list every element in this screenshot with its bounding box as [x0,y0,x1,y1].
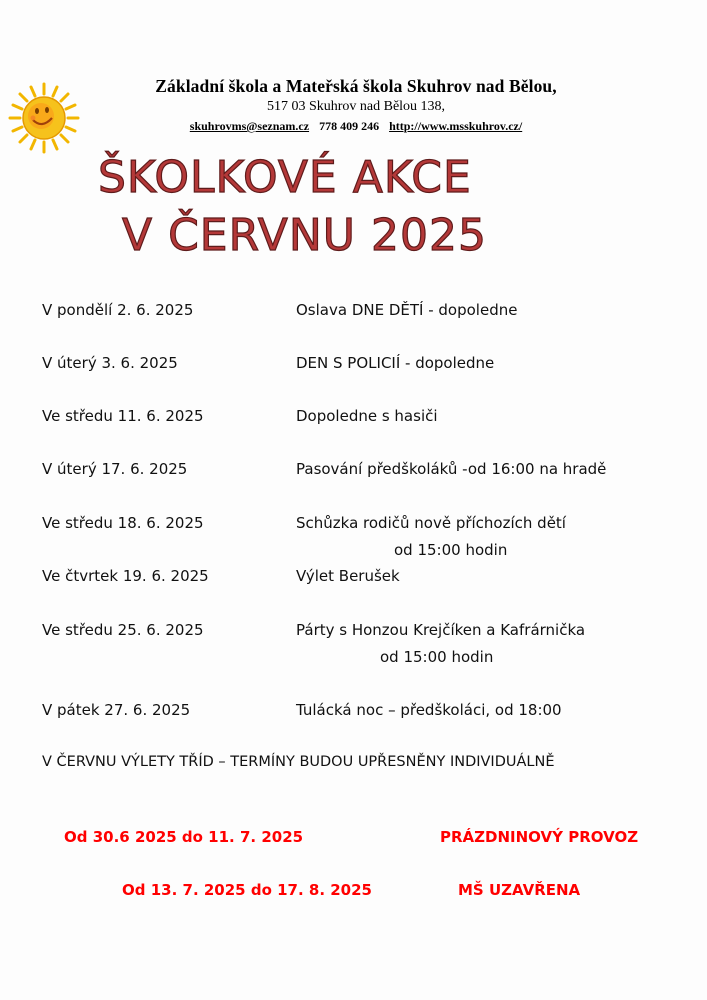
school-address: 517 03 Skuhrov nad Bělou 138, [266,99,446,114]
holiday-status: MŠ UZAVŘENA [458,881,581,899]
event-date: Ve středu 11. 6. 2025 [42,407,204,425]
event-description: Tulácká noc – předškoláci, od 18:00 [296,701,562,719]
event-date: V pátek 27. 6. 2025 [42,701,191,719]
website-link[interactable]: http://www.msskuhrov.cz/ [389,119,523,133]
page-title-line-2: V ČERVNU 2025 [122,210,487,261]
event-description: Schůzka rodičů nově příchozích dětí [296,514,566,532]
phone-number: 778 409 246 [319,119,380,133]
holiday-period: Od 13. 7. 2025 do 17. 8. 2025 [122,881,372,899]
event-description: Oslava DNE DĚTÍ - dopoledne [296,301,518,319]
holiday-status: PRÁZDNINOVÝ PROVOZ [440,828,639,846]
event-description: DEN S POLICIÍ - dopoledne [296,354,495,372]
holiday-period: Od 30.6 2025 do 11. 7. 2025 [64,828,304,846]
event-date: Ve středu 18. 6. 2025 [42,514,204,532]
event-date: Ve středu 25. 6. 2025 [42,621,204,639]
event-date: V úterý 3. 6. 2025 [42,354,178,372]
event-date: V pondělí 2. 6. 2025 [42,301,194,319]
page-title-line-1: ŠKOLKOVÉ AKCE [98,152,472,203]
school-name: Základní škola a Mateřská škola Skuhrov nad Bělou, [155,76,557,96]
event-description-time: od 15:00 hodin [394,541,508,559]
event-date: Ve čtvrtek 19. 6. 2025 [42,567,209,585]
event-date: V úterý 17. 6. 2025 [42,460,188,478]
email-link[interactable]: skuhrovms@seznam.cz [189,119,310,133]
event-description: Párty s Honzou Krejčíken a Kafrárnička [296,621,586,639]
event-description-time: od 15:00 hodin [380,648,494,666]
event-description: Výlet Berušek [296,567,400,585]
event-description: Dopoledne s hasiči [296,407,438,425]
class-trips-announcement: V ČERVNU VÝLETY TŘÍD – TERMÍNY BUDOU UPŘESNĚNY INDIVIDUÁLNĚ [42,754,555,770]
event-description: Pasování předškoláků -od 16:00 na hradě [296,460,607,478]
